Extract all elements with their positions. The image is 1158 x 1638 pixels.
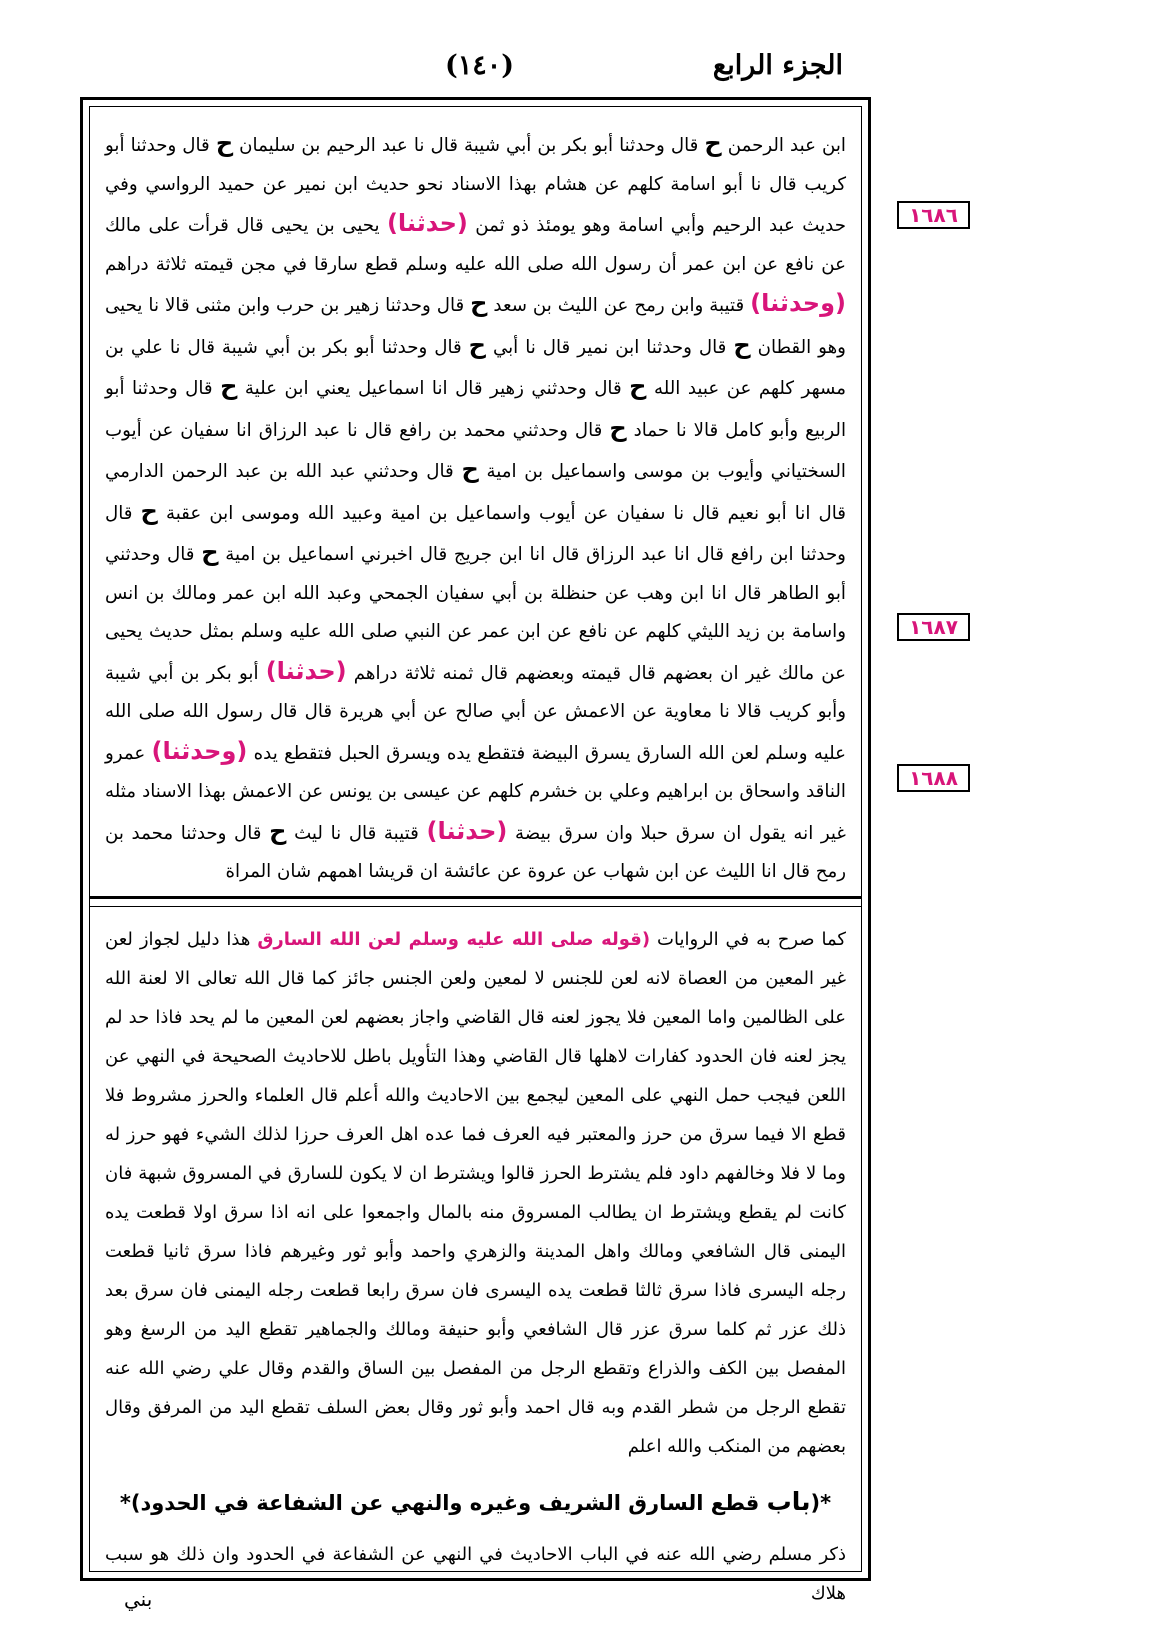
haddathana-marker: (وحدثنا)	[151, 736, 248, 765]
chapter-word: باب	[766, 1487, 811, 1516]
text-segment: ابن عبد الرحمن	[727, 135, 846, 156]
text-segment: قال وحدثنا أبو الربيع وأبو كامل قالا نا حماد	[105, 378, 846, 441]
text-segment: كما صرح به في الروايات	[657, 929, 846, 950]
text-segment: قتيبة وابن رمح عن الليث بن سعد	[493, 295, 745, 316]
haddathana-marker: (وحدثنا)	[750, 289, 846, 317]
text-segment: قال وحدثنا محمد بن رمح قال انا الليث عن ابن شهاب عن عروة عن عائشة ان قريشا اهمهم شان المراة	[105, 822, 846, 882]
tahwil-marker: ح	[704, 129, 722, 157]
tahwil-marker: ح	[461, 455, 479, 483]
tahwil-marker: ح	[215, 129, 234, 157]
tahwil-marker: ح	[733, 330, 751, 359]
catchword: بني	[124, 1587, 153, 1611]
section-divider	[89, 896, 862, 907]
chapter-prefix: *(	[810, 1491, 832, 1515]
tahwil-marker: ح	[470, 289, 488, 317]
tahwil-marker: ح	[629, 372, 647, 400]
chapter-heading	[105, 1482, 846, 1523]
tahwil-marker: ح	[140, 496, 158, 525]
text-segment: يحيى بن يحيى قال قرأت على مالك عن نافع عن ابن عمر أن رسول الله صلى الله عليه وسلم قطع سارقا في مجن قيمته ثلاثة دراهم	[105, 215, 846, 275]
page-border	[80, 97, 871, 1604]
text-segment: قال وحدثني زهير قال انا اسماعيل يعني ابن علية	[244, 378, 622, 399]
text-segment: قال وحدثنا ابن رافع قال انا عبد الرزاق قال انا ابن جريج قال اخبرني اسماعيل بن امية	[105, 502, 846, 565]
text-segment: قال وحدثنا ابن نمير قال نا أبي	[492, 336, 727, 358]
part-title: الجزء الرابع	[712, 50, 843, 81]
tahwil-marker: ح	[269, 816, 287, 845]
tahwil-marker: ح	[609, 413, 627, 442]
text-segment: قال وحدثنا زهير بن حرب وابن مثنى قالا نا يحيى وهو القطان	[105, 295, 846, 358]
text-segment: قال وحدثنا أبو كريب قال نا أبو اسامة كلهم عن هشام بهذا الاسناد نحو حديث ابن نمير عن حميد الرواسي وفي حديث عبد الرحيم وأبي اسامة وهو يومئذ ذو ثمن	[105, 135, 846, 236]
haddathana-marker: (حدثنا)	[386, 209, 468, 237]
text-segment: قتيبة قال نا ليث	[294, 822, 419, 844]
hadith-text	[105, 124, 846, 894]
haddathana-marker: (حدثنا)	[426, 816, 508, 845]
hadith-number-1688: ١٦٨٨	[897, 764, 970, 792]
tahwil-marker: ح	[220, 372, 238, 400]
chapter-title: قطع السارق الشريف وغيره والنهي عن الشفاعة في الحدود)*	[119, 1491, 760, 1515]
text-segment: قال وحدثنا أبو بكر بن أبي شيبة قال نا عبد الرحيم بن سليمان	[239, 135, 699, 156]
text-segment: قال وحدثني محمد بن رافع قال نا عبد الرزاق انا سفيان عن أيوب السختياني وأيوب بن موسى واسماعيل بن امية	[105, 419, 846, 482]
tahwil-marker: ح	[201, 538, 219, 566]
haddathana-marker: (حدثنا)	[265, 656, 347, 685]
hadith-number-1687: ١٦٨٧	[897, 613, 970, 641]
page-number: (١٤٠)	[445, 50, 515, 81]
text-segment: هذا دليل لجواز لعن غير المعين من العصاة لانه لعن للجنس لا لمعين ولعن الجنس جائز كما قال الله تعالى الا لعنة الله على الظالمين واما المعين فلا يجوز لعنه قال القاضي واجاز بعضهم لعن المعين ما لم يحد فاذا حد لم يجز لعنه فان الحدود كفارات لاهلها قال القاضي وهذا التأويل باطل للاحاديث الصحيحة في النهي عن اللعن فيجب حمل النهي على المعين ليجمع بين الاحاديث والله أعلم قال العلماء والحرز مشروط فلا قطع الا فيما سرق من حرز والمعتبر فيه العرف فما عده اهل العرف حرزا لذلك الشيء فهو حرز له وما لا فلا وخالفهم داود فلم يشترط الحرز قالوا ويشترط ان لا يكون للسارق في المسروق شبهة فان كانت لم يقطع ويشترط ان يطالب المسروق منه بالمال واجمعوا على انه اذا سرق اولا قطعت يده اليمنى قال الشافعي ومالك واهل المدينة والزهري واحمد وأبو ثور وغيرهم فاذا سرق ثانيا قطعت رجله اليسرى فاذا سرق ثالثا قطعت يده اليسرى فان سرق رابعا قطعت رجله اليمنى فان سرق بعد ذلك عزر ثم كلما سرق عزر قال الشافعي وأبو حنيفة ومالك والجماهير تقطع اليد من الرسغ وهو المفصل بين الكف والذراع وتقطع الرجل من المفصل بين الساق والقدم وقال علي رضي الله عنه تقطع الرجل من شطر القدم وبه قال احمد وأبو ثور وقال بعض السلف تقطع اليد من المرفق وقال بعضهم من المنكب والله اعلم	[105, 929, 846, 1457]
text-segment: أبو بكر بن أبي شيبة وأبو كريب قالا نا معاوية عن الاعمش عن أبي صالح عن أبي هريرة قال قال رسول الله صلى الله عليه وسلم لعن الله السارق يسرق البيضة فتقطع يده ويسرق الحبل فتقطع يده	[105, 662, 846, 764]
text-segment: قال وحدثنا أبو بكر بن أبي شيبة قال نا علي بن مسهر كلهم عن عبيد الله	[105, 336, 846, 399]
tahwil-marker: ح	[468, 330, 486, 359]
hadith-number-1686: ١٦٨٦	[897, 201, 970, 229]
text-segment: ذكر مسلم رضي الله عنه في الباب الاحاديث في النهي عن الشفاعة في الحدود وان ذلك هو سبب هلاك	[105, 1544, 846, 1604]
text-segment: قال وحدثني عبد الله بن عبد الرحمن الدارمي قال انا أبو نعيم قال نا سفيان عن أيوب واسماعيل بن امية وعبيد الله وموسى ابن عقبة	[105, 461, 846, 524]
text-segment: قال وحدثني أبو الطاهر قال انا ابن وهب عن حنظلة بن أبي سفيان الجمحي وعبد الله ابن عمر ومالك بن انس واسامة بن زيد الليثي كلهم عن نافع عن ابن عمر عن النبي صلى الله عليه وسلم بمثل حديث يحيى عن مالك غير ان بعضهم قال قيمته وبعضهم قال ثمنه ثلاثة دراهم	[105, 544, 846, 684]
quoted-phrase: (قوله صلى الله عليه وسلم لعن الله السارق	[257, 929, 651, 950]
text-segment: عمرو الناقد واسحاق بن ابراهيم وعلي بن خشرم كلهم عن عيسى بن يونس عن الاعمش بهذا الاسناد مثله غير انه يقول ان سرق حبلا وان سرق بيضة	[105, 742, 846, 844]
